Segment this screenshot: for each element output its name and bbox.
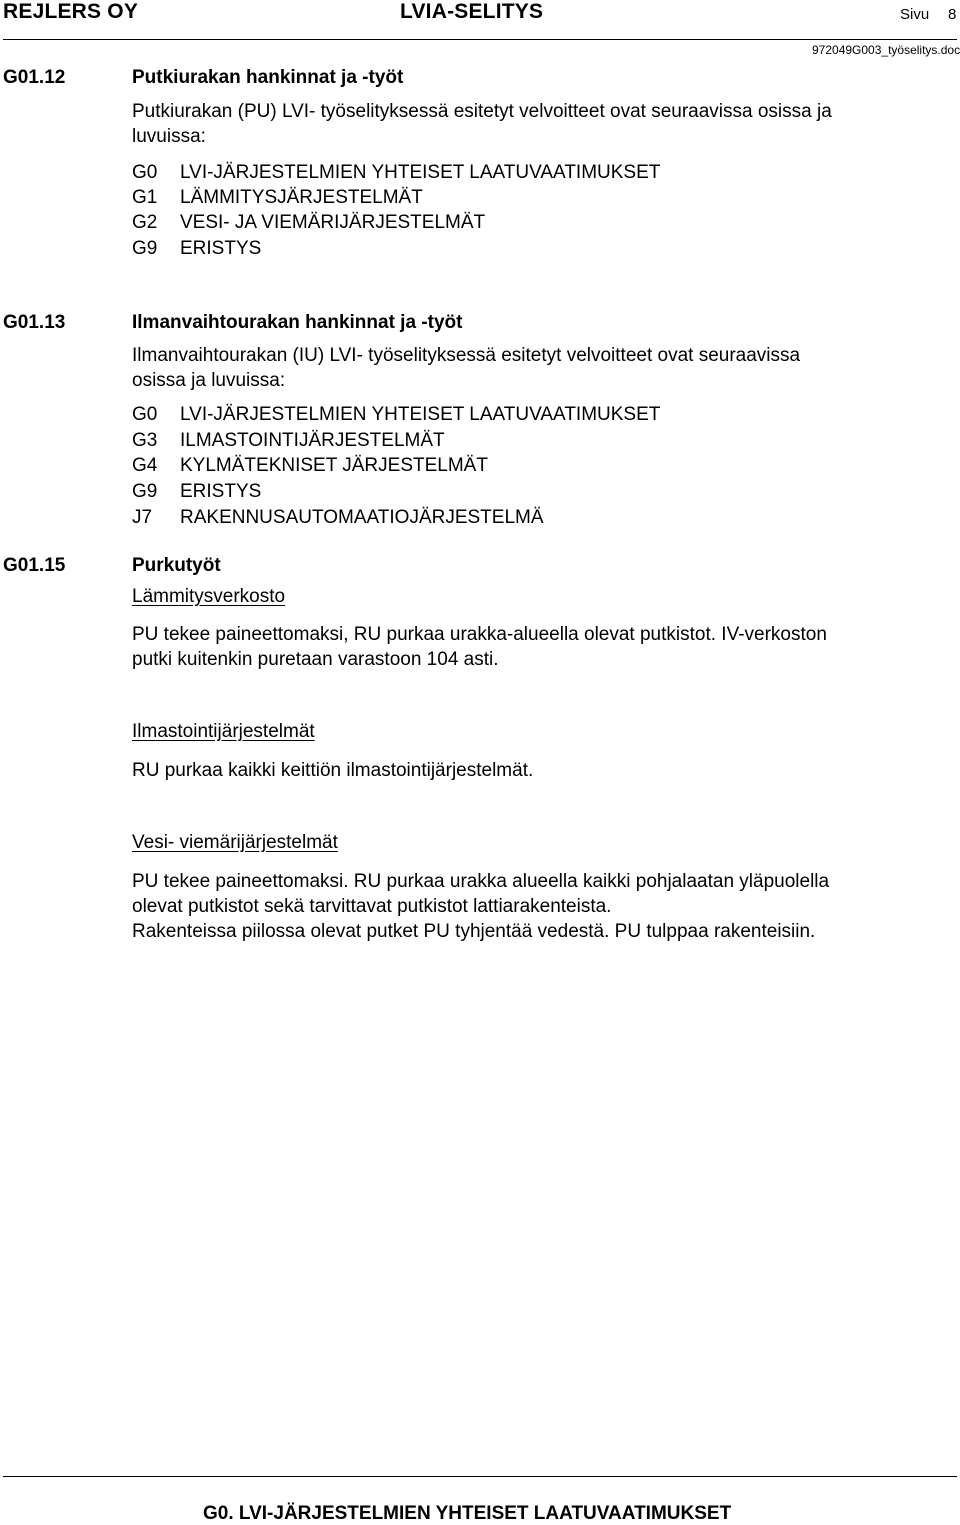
section-title: Ilmanvaihtourakan hankinnat ja -työt xyxy=(132,312,463,333)
list-item-text: ERISTYS xyxy=(180,238,262,259)
section-title: Putkiurakan hankinnat ja -työt xyxy=(132,67,404,88)
list-item-text: LVI-JÄRJESTELMIEN YHTEISET LAATUVAATIMUKSET xyxy=(180,162,661,183)
page-label: Sivu xyxy=(900,6,930,23)
subsection-heading: Ilmastointijärjestelmät xyxy=(132,721,315,742)
subsection-heading: Vesi- viemärijärjestelmät xyxy=(132,832,338,853)
paragraph-line: olevat putkistot sekä tarvittavat putkistot lattiarakenteista. xyxy=(132,896,612,917)
section-intro-line: Putkiurakan (PU) LVI- työselityksessä esitetyt velvoitteet ovat seuraavissa osissa ja xyxy=(132,101,832,122)
section-number: G01.12 xyxy=(3,67,66,88)
list-item-code: G4 xyxy=(132,455,158,476)
footer-text: G0. LVI-JÄRJESTELMIEN YHTEISET LAATUVAATIMUKSET xyxy=(203,1503,732,1524)
list-item-text: ILMASTOINTIJÄRJESTELMÄT xyxy=(180,430,445,451)
document-title: LVIA-SELITYS xyxy=(400,0,544,23)
page-number: 8 xyxy=(948,6,957,23)
subsection-heading: Lämmitysverkosto xyxy=(132,586,286,607)
list-item-code: G3 xyxy=(132,430,158,451)
list-item-text: ERISTYS xyxy=(180,481,262,502)
list-item-code: G9 xyxy=(132,481,158,502)
list-item-code: G9 xyxy=(132,238,158,259)
paragraph-line: Rakenteissa piilossa olevat putket PU tyhjentää vedestä. PU tulppaa rakenteisiin. xyxy=(132,921,816,942)
list-item-code: G0 xyxy=(132,162,158,183)
list-item-code: G0 xyxy=(132,404,158,425)
footer-divider xyxy=(3,1476,957,1477)
list-item-code: G1 xyxy=(132,187,158,208)
section-number: G01.13 xyxy=(3,312,66,333)
section-intro-line: osissa ja luvuissa: xyxy=(132,370,286,391)
file-name: 972049G003_työselitys.doc xyxy=(812,43,960,57)
list-item-text: KYLMÄTEKNISET JÄRJESTELMÄT xyxy=(180,455,488,476)
paragraph-line: PU tekee paineettomaksi. RU purkaa urakka alueella kaikki pohjalaatan yläpuolella xyxy=(132,871,830,892)
section-number: G01.15 xyxy=(3,555,66,576)
section-intro-line: Ilmanvaihtourakan (IU) LVI- työselityksessä esitetyt velvoitteet ovat seuraavissa xyxy=(132,345,801,366)
paragraph-line: PU tekee paineettomaksi, RU purkaa urakka-alueella olevat putkistot. IV-verkoston xyxy=(132,624,827,645)
list-item-text: LÄMMITYSJÄRJESTELMÄT xyxy=(180,187,423,208)
list-item-text: VESI- JA VIEMÄRIJÄRJESTELMÄT xyxy=(180,212,486,233)
company-name: REJLERS OY xyxy=(3,0,139,23)
list-item-code: J7 xyxy=(132,507,153,528)
paragraph-line: RU purkaa kaikki keittiön ilmastointijärjestelmät. xyxy=(132,760,534,781)
header-divider xyxy=(3,39,957,40)
list-item-text: LVI-JÄRJESTELMIEN YHTEISET LAATUVAATIMUKSET xyxy=(180,404,661,425)
section-intro-line: luvuissa: xyxy=(132,126,206,147)
list-item-code: G2 xyxy=(132,212,158,233)
paragraph-line: putki kuitenkin puretaan varastoon 104 asti. xyxy=(132,649,499,670)
list-item-text: RAKENNUSAUTOMAATIOJÄRJESTELMÄ xyxy=(180,507,544,528)
section-title: Purkutyöt xyxy=(132,555,221,576)
